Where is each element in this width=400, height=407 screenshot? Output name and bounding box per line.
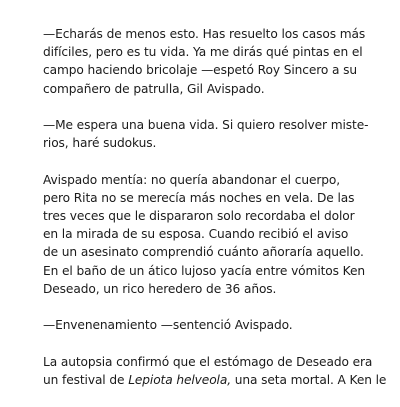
text-line: de un asesinato comprendió cuánto añoraría aquello.: [43, 245, 364, 260]
text-line: —Me espera una buena vida. Si quiero resolver miste-: [43, 118, 369, 132]
document-body: [43, 25, 387, 407]
text-line: rios, haré sudokus.: [43, 136, 157, 151]
text-line: campo haciendo bricolaje —espetó Roy Sincero a su: [43, 63, 358, 78]
text-line: La autopsia confirmó que el estómago de Deseado era: [43, 354, 373, 369]
text-line: Avispado mentía: no quería abandonar el cuerpo,: [43, 172, 341, 187]
paragraph-1: [43, 25, 383, 98]
text-line: en la mirada de su esposa. Cuando recibió el aviso: [43, 227, 349, 242]
paragraph-3: [43, 171, 383, 298]
text-line: —Envenenamiento —sentenció Avispado.: [43, 318, 293, 333]
text-run: una seta mortal. A Ken le: [230, 372, 387, 387]
italic-species-name: Lepiota helveola,: [128, 372, 231, 387]
text-line-mixed: [43, 371, 387, 389]
paragraph-2: [43, 116, 383, 152]
paragraph-5: [43, 353, 387, 389]
text-line: —Echarás de menos esto. Has resuelto los casos más: [43, 27, 366, 41]
paragraph-4: [43, 316, 383, 334]
text-line: En el baño de un ático lujoso yacía entre vómitos Ken: [43, 263, 365, 278]
text-line: pero Rita no se merecía más noches en vela. De las: [43, 190, 355, 205]
text-run: un festival de: [43, 372, 129, 387]
text-line: tres veces que le dispararon solo recordaba el dolor: [43, 209, 355, 223]
text-line: compañero de patrulla, Gil Avispado.: [43, 81, 265, 96]
text-line: Deseado, un rico heredero de 36 años.: [43, 281, 277, 296]
text-line: difíciles, pero es tu vida. Ya me dirás qué pintas en el: [43, 45, 363, 60]
